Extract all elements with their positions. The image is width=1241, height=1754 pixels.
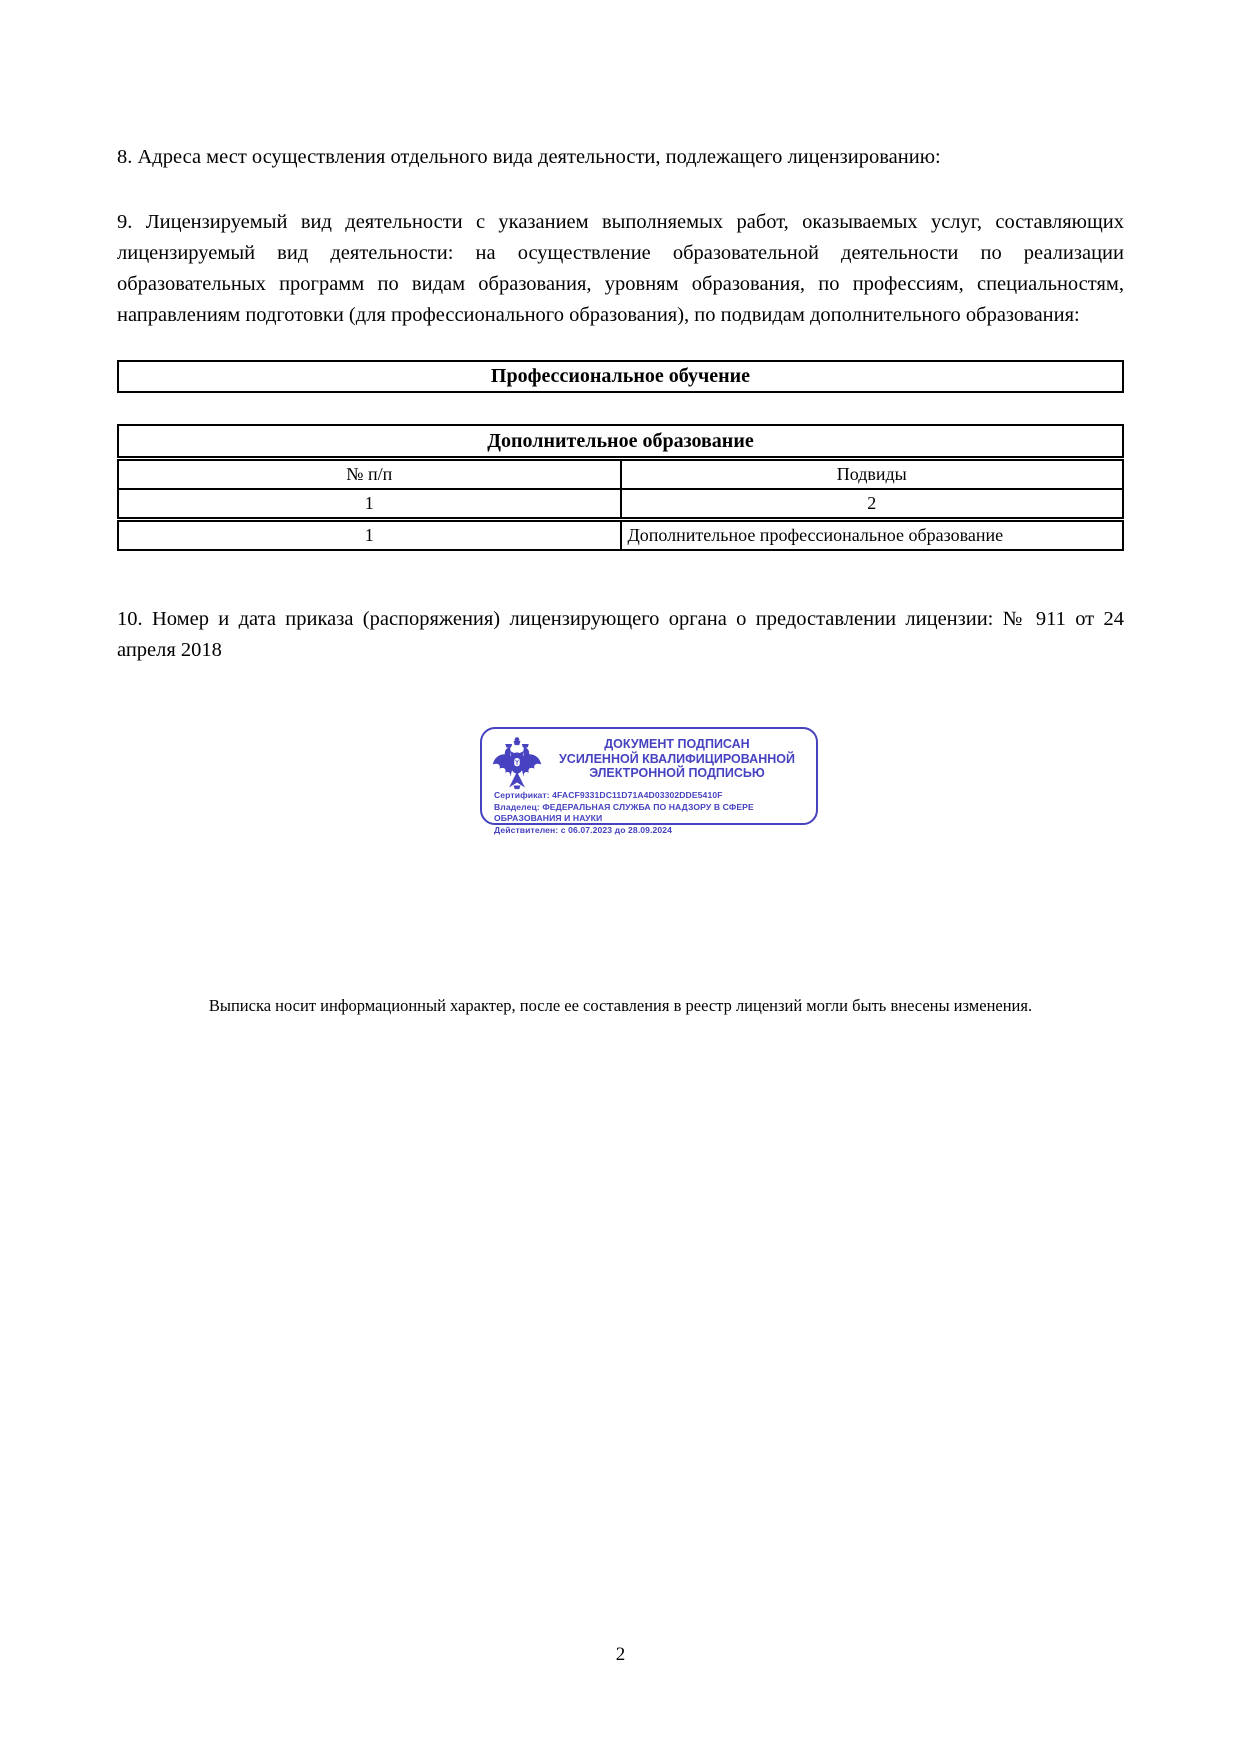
- russian-coat-of-arms-icon: [491, 736, 543, 792]
- column-number-cell: 1: [118, 489, 621, 520]
- page-number: 2: [615, 1644, 626, 1665]
- stamp-valid-line: Действителен: с 06.07.2023 до 28.09.2024: [494, 824, 673, 835]
- stamp-title: [544, 737, 810, 781]
- stamp-title-line3: ЭЛЕКТРОННОЙ ПОДПИСЬЮ: [589, 766, 765, 780]
- table-row: [118, 520, 1123, 551]
- paragraph-8-addresses: 8. Адреса мест осуществления отдельного вида деятельности, подлежащего лицензированию:: [117, 146, 941, 168]
- professional-training-title: Профессиональное обучение: [118, 361, 1123, 392]
- paragraph-9-licensed-activity: 9. Лицензируемый вид деятельности с указанием выполняемых работ, оказываемых услуг, составляющих лицензируемый вид деятельности: на осуществление образовательной деятельности по реализации образовательных программ по видам образования, уровням образования, по профессиям, специальностям, направлениям подготовки (для профессионального образования), по подвидам дополнительного образования:: [117, 211, 1124, 326]
- column-header-subtypes: Подвиды: [621, 459, 1124, 490]
- stamp-certificate-line: Сертификат: 4FACF9331DC11D71A4D03302DDE5410F: [494, 790, 723, 800]
- stamp-title-line2: УСИЛЕННОЙ КВАЛИФИЦИРОВАННОЙ: [559, 751, 795, 766]
- stamp-title-line1: ДОКУМЕНТ ПОДПИСАН: [604, 737, 750, 751]
- additional-education-table: [117, 424, 1124, 551]
- stamp-owner-line: Владелец: ФЕДЕРАЛЬНАЯ СЛУЖБА ПО НАДЗОРУ В СФЕРЕ ОБРАЗОВАНИЯ И НАУКИ: [494, 801, 754, 823]
- table-row: [118, 459, 1123, 490]
- additional-education-title: Дополнительное образование: [118, 425, 1123, 459]
- footer-informational-note: Выписка носит информационный характер, после ее составления в реестр лицензий могли быть внесены изменения.: [208, 996, 1033, 1015]
- paragraph-10-order-number: 10. Номер и дата приказа (распоряжения) лицензирующего органа о предоставлении лицензии: № 911 от 24 апреля 2018: [117, 608, 1124, 661]
- table-row: [118, 361, 1123, 392]
- column-header-number: № п/п: [118, 459, 621, 490]
- stamp-details: [494, 790, 810, 836]
- table-row: [118, 425, 1123, 459]
- row-index-cell: 1: [118, 520, 621, 551]
- table-row: [118, 489, 1123, 520]
- column-number-cell: 2: [621, 489, 1124, 520]
- digital-signature-stamp: [480, 727, 818, 835]
- subtype-value-cell: Дополнительное профессиональное образование: [621, 520, 1124, 551]
- professional-training-table: [117, 360, 1124, 393]
